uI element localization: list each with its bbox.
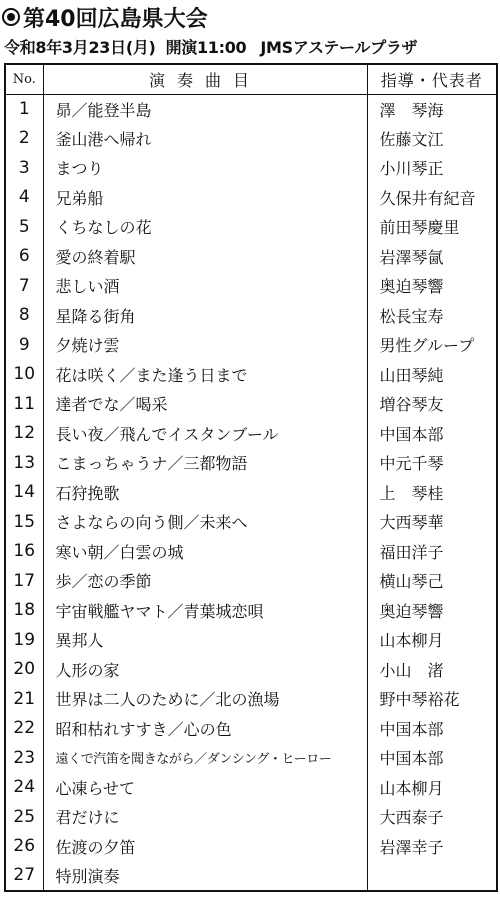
representative: 増谷琴友 <box>367 389 497 419</box>
song-title: まつり <box>43 153 367 183</box>
representative: 横山琴己 <box>367 566 497 596</box>
song-title: 星降る街角 <box>43 301 367 331</box>
song-title: 異邦人 <box>43 625 367 655</box>
table-row <box>5 773 497 803</box>
table-row <box>5 802 497 832</box>
event-details <box>4 34 417 58</box>
song-title: 夕焼け雲 <box>43 330 367 360</box>
song-title: 達者でな／喝采 <box>43 389 367 419</box>
row-number: 2 <box>5 124 43 154</box>
representative: 久保井有紀音 <box>367 183 497 213</box>
bullet-icon <box>2 8 20 26</box>
row-number: 26 <box>5 832 43 862</box>
representative <box>367 861 497 891</box>
row-number: 12 <box>5 419 43 449</box>
representative: 山本柳月 <box>367 773 497 803</box>
representative: 澤 琴海 <box>367 94 497 124</box>
representative: 佐藤文江 <box>367 124 497 154</box>
row-number: 5 <box>5 212 43 242</box>
representative: 前田琴慶里 <box>367 212 497 242</box>
row-number: 18 <box>5 596 43 626</box>
row-number: 16 <box>5 537 43 567</box>
representative: 上 琴桂 <box>367 478 497 508</box>
header-song: 演奏曲目 <box>43 64 367 94</box>
table-row <box>5 153 497 183</box>
table-row <box>5 242 497 272</box>
table-row <box>5 625 497 655</box>
song-title: 寒い朝／白雲の城 <box>43 537 367 567</box>
song-title: 世界は二人のために／北の漁場 <box>43 684 367 714</box>
table-row <box>5 478 497 508</box>
row-number: 21 <box>5 684 43 714</box>
table-row <box>5 360 497 390</box>
song-title: こまっちゃうナ／三都物語 <box>43 448 367 478</box>
row-number: 23 <box>5 743 43 773</box>
song-title: 愛の終着駅 <box>43 242 367 272</box>
row-number: 8 <box>5 301 43 331</box>
song-title: くちなしの花 <box>43 212 367 242</box>
table-row <box>5 507 497 537</box>
song-title: 悲しい酒 <box>43 271 367 301</box>
representative: 男性グループ <box>367 330 497 360</box>
event-venue: JMSアステールプラザ <box>260 37 418 57</box>
table-body <box>5 94 497 891</box>
song-title: 石狩挽歌 <box>43 478 367 508</box>
representative: 岩澤琴氤 <box>367 242 497 272</box>
row-number: 10 <box>5 360 43 390</box>
song-title: 遠くで汽笛を聞きながら／ダンシング・ヒーロー <box>43 743 367 773</box>
representative: 中国本部 <box>367 714 497 744</box>
row-number: 13 <box>5 448 43 478</box>
representative: 中元千琴 <box>367 448 497 478</box>
representative: 小山 渚 <box>367 655 497 685</box>
row-number: 15 <box>5 507 43 537</box>
program-table <box>4 63 498 892</box>
representative: 松長宝寿 <box>367 301 497 331</box>
representative: 中国本部 <box>367 419 497 449</box>
representative: 中国本部 <box>367 743 497 773</box>
table-row <box>5 330 497 360</box>
event-date: 令和8年3月23日(月) <box>4 37 156 57</box>
representative: 福田洋子 <box>367 537 497 567</box>
representative: 野中琴裕花 <box>367 684 497 714</box>
song-title: 長い夜／飛んでイスタンブール <box>43 419 367 449</box>
song-title: 宇宙戦艦ヤマト／青葉城恋唄 <box>43 596 367 626</box>
representative: 山本柳月 <box>367 625 497 655</box>
table-row <box>5 448 497 478</box>
table-row <box>5 655 497 685</box>
row-number: 11 <box>5 389 43 419</box>
row-number: 20 <box>5 655 43 685</box>
row-number: 3 <box>5 153 43 183</box>
table-row <box>5 566 497 596</box>
event-title-text: 第40回広島県大会 <box>23 6 208 32</box>
representative: 大西泰子 <box>367 802 497 832</box>
song-title: 昴／能登半島 <box>43 94 367 124</box>
table-row <box>5 861 497 891</box>
song-title: 歩／恋の季節 <box>43 566 367 596</box>
song-title: 釜山港へ帰れ <box>43 124 367 154</box>
table-row <box>5 271 497 301</box>
row-number: 14 <box>5 478 43 508</box>
representative: 奥迫琴響 <box>367 596 497 626</box>
table-row <box>5 94 497 124</box>
row-number: 27 <box>5 861 43 891</box>
song-title: 佐渡の夕笛 <box>43 832 367 862</box>
representative: 小川琴正 <box>367 153 497 183</box>
table-row <box>5 714 497 744</box>
event-title <box>2 2 208 32</box>
table-row <box>5 389 497 419</box>
row-number: 9 <box>5 330 43 360</box>
table-row <box>5 419 497 449</box>
song-title: 心凍らせて <box>43 773 367 803</box>
row-number: 7 <box>5 271 43 301</box>
table-row <box>5 212 497 242</box>
song-title: 花は咲く／また逢う日まで <box>43 360 367 390</box>
row-number: 24 <box>5 773 43 803</box>
row-number: 25 <box>5 802 43 832</box>
header-no: No. <box>5 64 43 94</box>
song-title: 君だけに <box>43 802 367 832</box>
song-title: さよならの向う側／未来へ <box>43 507 367 537</box>
song-title: 昭和枯れすすき／心の色 <box>43 714 367 744</box>
row-number: 1 <box>5 94 43 124</box>
table-row <box>5 537 497 567</box>
table-row <box>5 183 497 213</box>
representative: 奥迫琴響 <box>367 271 497 301</box>
table-row <box>5 596 497 626</box>
representative: 山田琴純 <box>367 360 497 390</box>
table-row <box>5 743 497 773</box>
table-header-row <box>5 64 497 94</box>
representative: 岩澤幸子 <box>367 832 497 862</box>
representative: 大西琴華 <box>367 507 497 537</box>
row-number: 6 <box>5 242 43 272</box>
table-row <box>5 301 497 331</box>
song-title: 特別演奏 <box>43 861 367 891</box>
event-start-time: 開演11:00 <box>165 37 247 57</box>
row-number: 19 <box>5 625 43 655</box>
table-row <box>5 832 497 862</box>
table-row <box>5 124 497 154</box>
row-number: 17 <box>5 566 43 596</box>
song-title: 兄弟船 <box>43 183 367 213</box>
table-row <box>5 684 497 714</box>
row-number: 22 <box>5 714 43 744</box>
song-title: 人形の家 <box>43 655 367 685</box>
row-number: 4 <box>5 183 43 213</box>
header-representative: 指導・代表者 <box>367 64 497 94</box>
